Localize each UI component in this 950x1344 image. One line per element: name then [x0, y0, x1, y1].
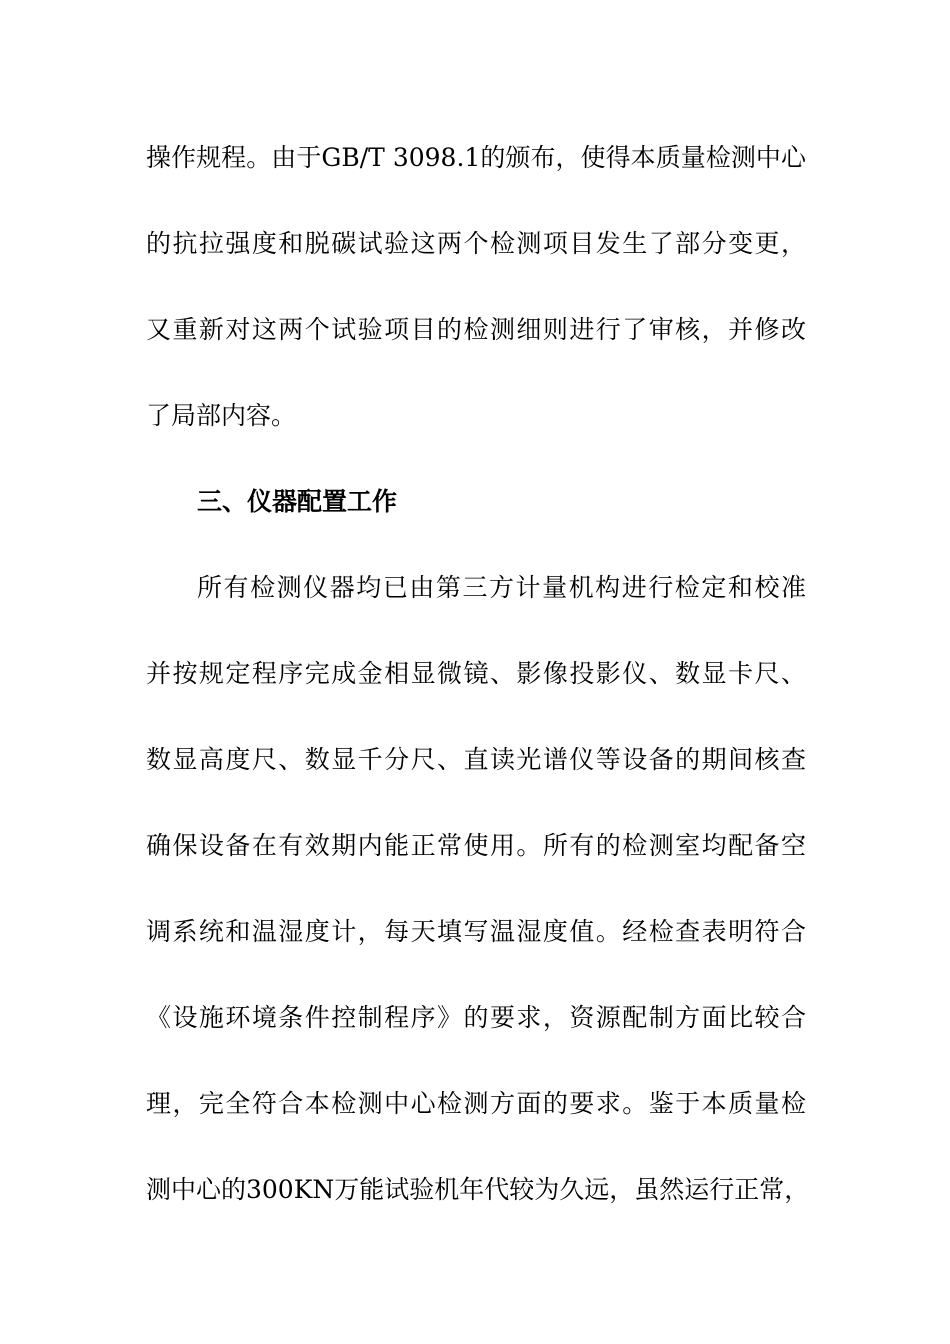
paragraph-1-line-4: 了局部内容。	[146, 401, 297, 430]
paragraph-2-line-4: 确保设备在有效期内能正常使用。所有的检测室均配备空	[146, 831, 806, 860]
paragraph-2-line-8: 测中心的300KN万能试验机年代较为久远，虽然运行正常，	[146, 1175, 810, 1204]
paragraph-1-line-1: 操作规程。由于GB/T 3098.1的颁布，使得本质量检测中心	[146, 143, 806, 172]
paragraph-2-line-5: 调系统和温湿度计，每天填写温湿度值。经检查表明符合	[146, 917, 806, 946]
paragraph-2-line-3: 数显高度尺、数显千分尺、直读光谱仪等设备的期间核查	[146, 745, 806, 774]
section-heading: 三、仪器配置工作	[197, 487, 398, 516]
paragraph-2-line-2: 并按规定程序完成金相显微镜、影像投影仪、数显卡尺、	[146, 659, 806, 688]
paragraph-2-line-7: 理，完全符合本检测中心检测方面的要求。鉴于本质量检	[146, 1089, 806, 1118]
paragraph-2-line-1: 所有检测仪器均已由第三方计量机构进行检定和校准	[197, 573, 806, 602]
paragraph-1-line-2: 的抗拉强度和脱碳试验这两个检测项目发生了部分变更，	[146, 229, 806, 258]
paragraph-2-line-6: 《设施环境条件控制程序》的要求，资源配制方面比较合	[146, 1003, 806, 1032]
paragraph-1-line-3: 又重新对这两个试验项目的检测细则进行了审核，并修改	[146, 315, 806, 344]
